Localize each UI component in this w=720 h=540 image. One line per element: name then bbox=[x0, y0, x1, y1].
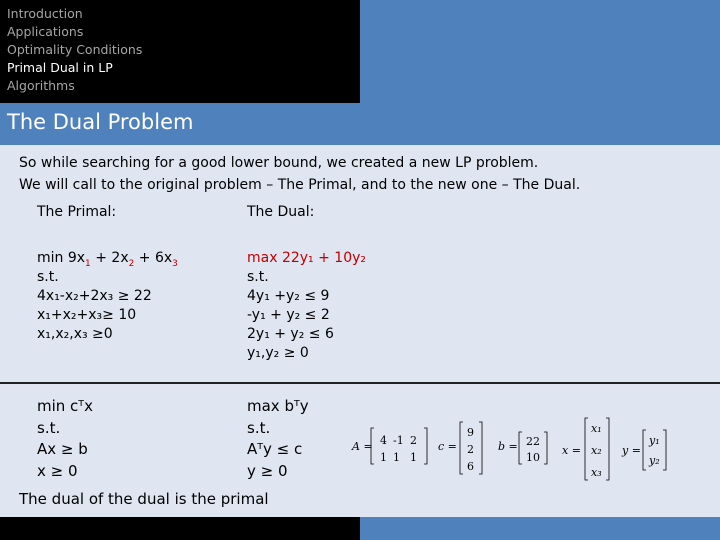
vector-c-3: 6 bbox=[467, 460, 474, 473]
nav-item-primal-dual[interactable]: Primal Dual in LP bbox=[7, 60, 113, 75]
dual-objective: max 22y₁ + 10y₂ bbox=[247, 250, 367, 266]
primal-nonnegativity: x₁,x₂,x₃ ≥0 bbox=[37, 326, 113, 342]
vector-c-left-bracket bbox=[460, 422, 463, 474]
matrix-a-r1c3: 2 bbox=[410, 434, 417, 447]
primal-header: The Primal: bbox=[37, 204, 117, 220]
matrix-a-r2c3: 1 bbox=[410, 451, 417, 464]
intro-text bbox=[19, 152, 580, 196]
vector-y-left-bracket bbox=[643, 430, 646, 470]
dual-st: s.t. bbox=[247, 269, 269, 285]
dual-constraint-1: 4y₁ +y₂ ≤ 9 bbox=[247, 288, 330, 304]
vector-y-1: y₁ bbox=[649, 434, 660, 447]
vector-b-1: 22 bbox=[526, 435, 540, 448]
vector-c-right-bracket bbox=[479, 422, 482, 474]
header-nav-panel bbox=[0, 0, 360, 103]
vector-x-right-bracket bbox=[606, 418, 609, 480]
general-primal-objective: min cᵀx bbox=[37, 397, 93, 415]
vector-c-label: c = bbox=[438, 440, 457, 453]
section-nav bbox=[7, 5, 142, 95]
general-primal-nonnegativity: x ≥ 0 bbox=[37, 461, 78, 480]
nav-item-introduction[interactable]: Introduction bbox=[7, 6, 83, 21]
primal-constraint-2: x₁+x₂+x₃≥ 10 bbox=[37, 307, 137, 323]
matrix-a-r2c2: 1 bbox=[393, 451, 400, 464]
general-primal-st: s.t. bbox=[37, 418, 61, 437]
dual-constraint-2: -y₁ + y₂ ≤ 2 bbox=[247, 307, 330, 323]
footer-bar-left bbox=[0, 517, 360, 540]
nav-item-algorithms[interactable]: Algorithms bbox=[7, 78, 75, 93]
matrix-a-r2c1: 1 bbox=[380, 451, 387, 464]
vector-b-label: b = bbox=[498, 440, 518, 453]
vector-y-label: y = bbox=[622, 444, 641, 457]
vector-b-2: 10 bbox=[526, 451, 540, 464]
footer-statement: The dual of the dual is the primal bbox=[19, 490, 269, 508]
matrix-a-r1c2: -1 bbox=[393, 434, 404, 447]
vector-c-1: 9 bbox=[467, 426, 474, 439]
vector-x-label: x = bbox=[562, 444, 581, 457]
slide-title: The Dual Problem bbox=[7, 110, 194, 134]
matrix-a-label: A = bbox=[352, 440, 373, 453]
primal-st: s.t. bbox=[37, 269, 59, 285]
matrix-formula bbox=[348, 392, 718, 487]
dual-header: The Dual: bbox=[247, 204, 315, 220]
general-primal-constraint: Ax ≥ b bbox=[37, 440, 88, 458]
dual-nonnegativity: y₁,y₂ ≥ 0 bbox=[247, 345, 309, 361]
general-dual-constraint: Aᵀy ≤ c bbox=[247, 440, 303, 458]
section-divider bbox=[0, 382, 720, 384]
general-primal bbox=[37, 396, 93, 482]
vector-b-right-bracket bbox=[544, 432, 547, 464]
general-dual bbox=[247, 396, 309, 482]
matrix-a-right-bracket bbox=[424, 428, 427, 464]
vector-y-right-bracket bbox=[663, 430, 666, 470]
vector-b-left-bracket bbox=[519, 432, 522, 464]
general-dual-nonnegativity: y ≥ 0 bbox=[247, 461, 288, 480]
title-bar bbox=[0, 103, 720, 145]
general-dual-objective: max bᵀy bbox=[247, 397, 309, 415]
nav-item-applications[interactable]: Applications bbox=[7, 24, 84, 39]
vector-x-2: x₂ bbox=[591, 444, 602, 457]
general-dual-st: s.t. bbox=[247, 418, 271, 437]
vector-x-1: x₁ bbox=[591, 422, 602, 435]
vector-x-3: x₃ bbox=[591, 466, 602, 479]
vector-c-2: 2 bbox=[467, 443, 474, 456]
nav-item-optimality-conditions[interactable]: Optimality Conditions bbox=[7, 42, 143, 57]
footer-bar-right bbox=[360, 517, 720, 540]
vector-x-left-bracket bbox=[585, 418, 588, 480]
intro-line-2: We will call to the original problem – The Primal, and to the new one – The Dual. bbox=[19, 177, 581, 193]
vector-y-2: y₂ bbox=[649, 454, 660, 467]
primal-problem bbox=[37, 249, 178, 344]
primal-objective: $\min 9x_1 + 2x_2 + 6x_3$ bbox=[37, 250, 178, 269]
header-accent-panel bbox=[360, 0, 720, 103]
dual-constraint-3: 2y₁ + y₂ ≤ 6 bbox=[247, 326, 334, 342]
matrix-a-r1c1: 4 bbox=[380, 434, 387, 447]
primal-constraint-1: 4x₁-x₂+2x₃ ≥ 22 bbox=[37, 288, 152, 304]
dual-problem bbox=[247, 249, 366, 363]
intro-line-1: So while searching for a good lower bound, we created a new LP problem. bbox=[19, 155, 539, 171]
